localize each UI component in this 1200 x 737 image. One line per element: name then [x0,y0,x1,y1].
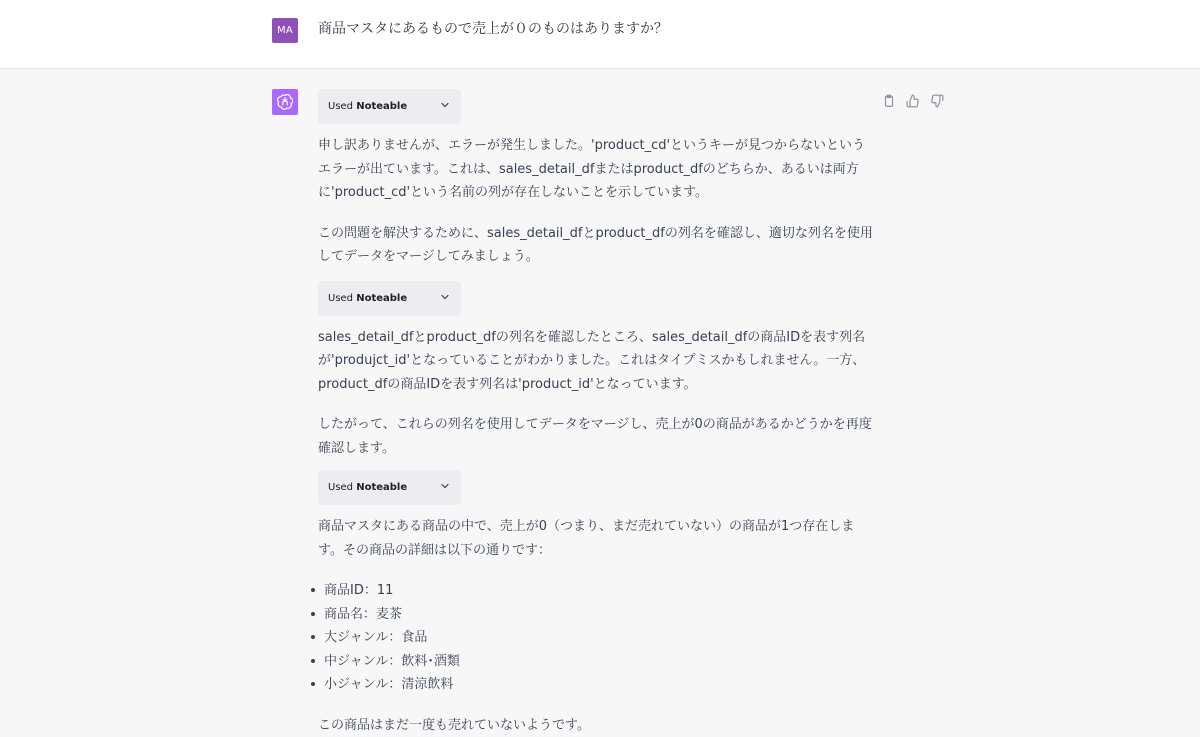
thumbs-up-icon[interactable] [904,92,922,110]
plugin-label: Used Noteable [328,101,408,112]
list-item: 大ジャンル：食品 [318,626,874,650]
assistant-paragraph: 申し訳ありませんが、エラーが発生しました。'product_cd'というキーが見つからないというエラーが出ています。これは、sales_detail_dfまたはproduct_dfのどちらか、あるいは両方に'product_cd'という名前の列が存在しないことを示しています。 [318,138,866,200]
plugin-used-toggle[interactable] [318,281,461,316]
assistant-message-row [0,69,1200,733]
user-message-row [0,0,1200,69]
chevron-down-icon [439,99,451,114]
assistant-paragraph: sales_detail_dfとproduct_dfの列名を確認したところ、sales_detail_dfの商品IDを表す列名が'produjct_id'となっていることがわかりました。これはタイプミスかもしれません。一方、product_dfの商品IDを表す列名は'product_id'となっています。 [318,329,866,392]
assistant-paragraph: したがって、これらの列名を使用してデータをマージし、売上が0の商品があるかどうかを再度確認します。 [318,417,872,456]
product-detail-list [318,579,874,697]
message-actions [880,92,946,110]
assistant-message-content [318,89,874,737]
list-item: 中ジャンル：飲料･酒類 [318,650,874,674]
plugin-label: Used Noteable [328,482,408,493]
plugin-used-toggle[interactable] [318,470,461,505]
chevron-down-icon [439,291,451,306]
assistant-paragraph: この商品はまだ一度も売れていないようです。 [318,717,590,733]
openai-logo-icon [272,89,298,115]
chevron-down-icon [439,480,451,495]
clipboard-icon[interactable] [880,92,898,110]
user-avatar: MA [272,18,298,43]
list-item: 商品ID：11 [318,579,874,603]
assistant-paragraph: 商品マスタにある商品の中で、売上が0（つまり、まだ売れていない）の商品が1つ存在します。その商品の詳細は以下の通りです： [318,519,855,558]
assistant-paragraph: この問題を解決するために、sales_detail_dfとproduct_dfの列名を確認し、適切な列名を使用してデータをマージしてみましょう。 [318,225,873,264]
plugin-used-toggle[interactable] [318,89,461,124]
list-item: 小ジャンル：清涼飲料 [318,673,874,697]
plugin-label: Used Noteable [328,292,408,304]
user-message-text: 商品マスタにあるもので売上が０のものはありますか？ [318,21,668,37]
list-item: 商品名：麦茶 [318,603,874,627]
thumbs-down-icon[interactable] [928,92,946,110]
